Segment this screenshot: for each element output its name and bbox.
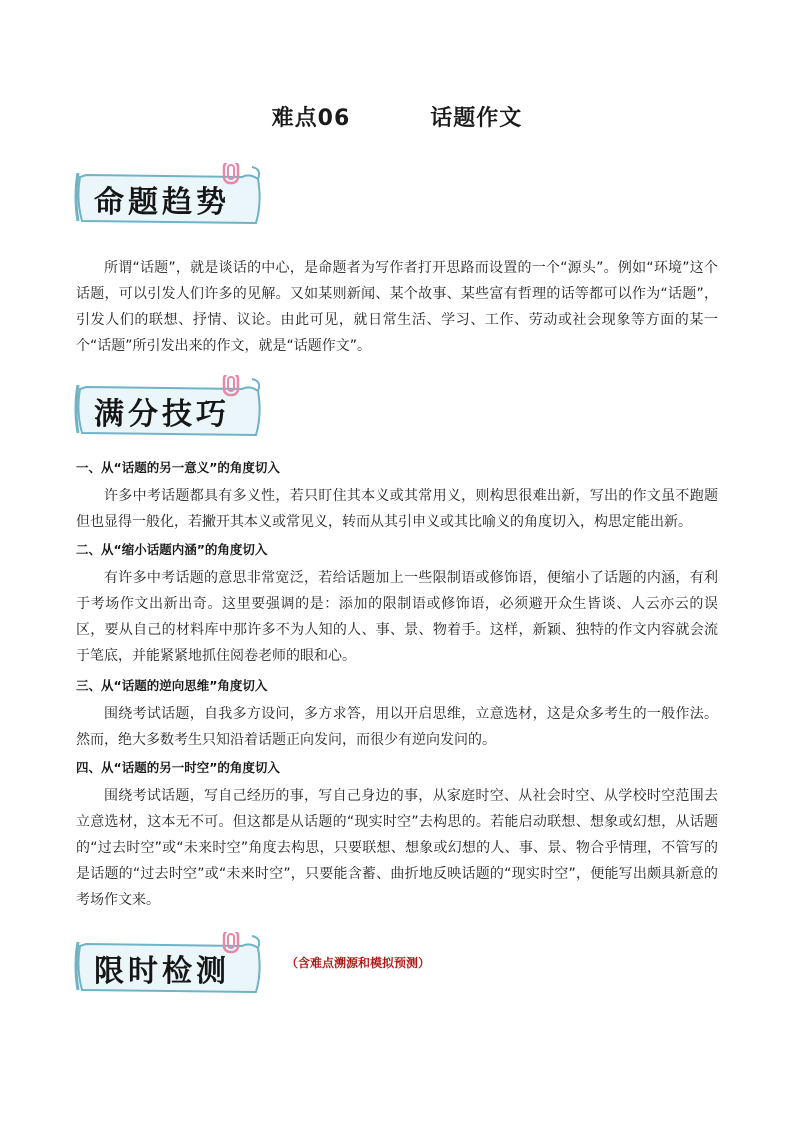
banner-test-note: （含难点溯源和模拟预测） bbox=[286, 956, 431, 970]
page-title bbox=[0, 101, 794, 132]
section-heading-1: 一、从“话题的另一意义”的角度切入 bbox=[76, 460, 280, 475]
section-heading-3: 三、从“话题的逆向思维”角度切入 bbox=[76, 678, 268, 693]
banner-trend bbox=[72, 163, 268, 227]
section-body-2: 有许多中考话题的意思非常宽泛，若给话题加上一些限制语或修饰语，便缩小了话题的内涵，有利于考场作文出新出奇。这里要强调的是：添加的限制语或修饰语，必须避开众生皆谈、人云亦云的误区，要从自己的材料库中那许多不为人知的人、事、景、物着手。这样，新颖、独特的作文内容就会流于笔底，并能紧紧地抓住阅卷老师的眼和心。 bbox=[76, 570, 718, 664]
banner-test bbox=[72, 932, 268, 996]
intro-paragraph: 所谓“话题”，就是谈话的中心，是命题者为写作者打开思路而设置的一个“源头”。例如“环境”这个话题，可以引发人们许多的见解。又如某则新闻、某个故事、某些富有哲理的话等都可以作为“话题”，引发人们的联想、抒情、议论。由此可见，就日常生活、学习、工作、劳动或社会现象等方面的某一个“话题”所引发出来的作文，就是“话题作文”。 bbox=[76, 260, 718, 354]
banner-trend-label: 命题趋势 bbox=[94, 185, 230, 220]
banner-test-label: 限时检测 bbox=[94, 954, 230, 989]
section-body-4: 围绕考试话题，写自己经历的事，写自己身边的事，从家庭时空、从社会时空、从学校时空范围去立意选材，这本无不可。但这都是从话题的“现实时空”去构思的。若能启动联想、想象或幻想，从话题的“过去时空”或“未来时空”角度去构思，只要联想、想象或幻想的人、事、景、物合乎情理，不管写的是话题的“过去时空”或“未来时空”，只要能含蓄、曲折地反映话题的“现实时空”，便能写出颇具新意的考场作文来。 bbox=[76, 788, 718, 908]
title-topic: 话题作文 bbox=[430, 106, 523, 131]
banner-tips-label: 满分技巧 bbox=[94, 397, 230, 432]
title-number: 难点06 bbox=[271, 106, 351, 131]
banner-tips bbox=[72, 375, 268, 439]
section-body-3: 围绕考试话题，自我多方设问，多方求答，用以开启思维，立意选材，这是众多考生的一般作法。然而，绝大多数考生只知沿着话题正向发问，而很少有逆向发问的。 bbox=[76, 706, 718, 748]
section-body-1: 许多中考话题都具有多义性，若只盯住其本义或其常用义，则构思很难出新，写出的作文虽不跑题但也显得一般化，若撇开其本义或常见义，转而从其引申义或其比喻义的角度切入，构思定能出新。 bbox=[76, 488, 718, 530]
section-heading-4: 四、从“话题的另一时空”的角度切入 bbox=[76, 760, 280, 775]
section-heading-2: 二、从“缩小话题内涵”的角度切入 bbox=[76, 542, 268, 557]
